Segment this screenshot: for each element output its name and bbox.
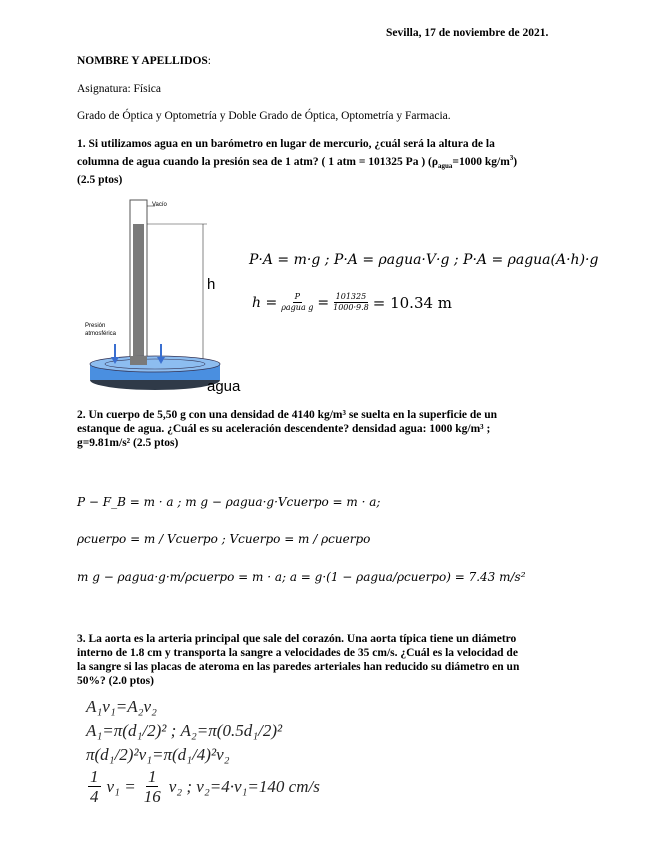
- h-label: h: [207, 276, 216, 293]
- subject: Asignatura: Física: [77, 83, 161, 95]
- q2-equation-2: ρcuerpo = m / Vcuerpo ; Vcuerpo = m / ρcuerpo: [77, 532, 371, 546]
- q1-statement: 1. Si utilizamos agua en un barómetro en lugar de mercurio, ¿cuál será la altura de la columna de agua cuando la presión sea de 1 atm? ( 1 atm = 101325 Pa ) ($\rho_{agua}=1000$ $kg/m^3$) (2.5 ptos): [77, 138, 518, 187]
- q3-line-3: π(d₁/2)²v₁=π(d₁/4)²v₂: [86, 745, 230, 764]
- vacio-label: Vacío: [152, 202, 167, 208]
- q3-line-2: A₁=π(d₁/2)² ; A₂=π(0.5d₁/2)²: [86, 721, 283, 740]
- q3-line-4: $\frac{1}{4}$ v₁ = $\frac{1}{16}$ v₂ ; v₂=4·v₁=140 cm/s: [90, 767, 320, 806]
- q1-equation-1: P·A = m·g ; P·A = ρagua·V·g ; P·A = ρagua(A·h)·g: [249, 252, 599, 268]
- agua-label: agua: [207, 378, 241, 395]
- presion-label: Presión atmosférica: [85, 323, 117, 337]
- q2-equation-1: P − F_B = m · a ; m g − ρagua·g·Vcuerpo = m · a;: [77, 495, 381, 509]
- barometer-figure: [75, 192, 250, 402]
- q3-statement: 3. La aorta es la arteria principal que sale del corazón. Una aorta típica tiene un diámetro interno de 1.8 cm y transporta la sangre a velocidades de 35 cm/s. ¿Cuál es la velocidad de la sangre si las placas de ateroma en las paredes arteriales han reducido su diámetro en un 50%? (2.0 ptos): [77, 633, 520, 687]
- basin-surface: [90, 356, 220, 372]
- date: Sevilla, 17 de noviembre de 2021.: [386, 27, 549, 39]
- water-column: [133, 224, 144, 364]
- q3-line-1: A₁v₁=A₂v₂: [86, 697, 157, 716]
- q2-statement: 2. Un cuerpo de 5,50 g con una densidad de 4140 kg/m³ se suelta en la superficie de un estanque de agua. ¿Cuál es su aceleración descendente? densidad agua: 1000 kg/m³ ; g=9.81m/s² (2.5 ptos): [77, 409, 498, 449]
- name-label: NOMBRE Y APELLIDOS:: [77, 55, 211, 67]
- q2-equation-3: m g − ρagua·g·m/ρcuerpo = m · a; a = g·(1 − ρagua/ρcuerpo) = 7.43 m/s²: [77, 570, 526, 584]
- q1-equation-2: h = $\frac{P}{\text{ρagua g}}$ = $\frac{101325}{1000\cdot 9.8}$ = 10.34 m: [252, 292, 453, 312]
- degree: Grado de Óptica y Optometría y Doble Grado de Óptica, Optometría y Farmacia.: [77, 110, 451, 122]
